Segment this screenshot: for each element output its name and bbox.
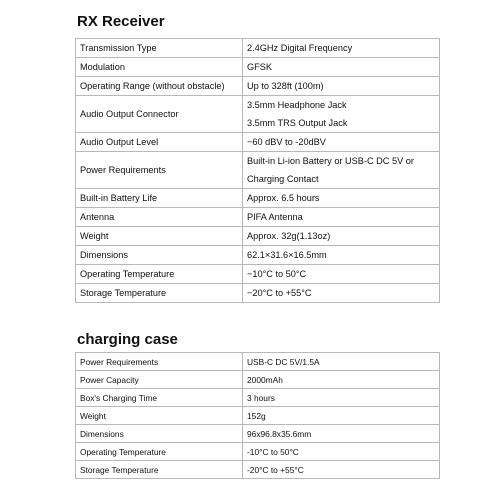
rx-spec-row-value bbox=[243, 265, 440, 284]
rx-spec-row-value-line: GFSK bbox=[247, 62, 273, 72]
rx-spec-row bbox=[76, 39, 440, 58]
rx-spec-row-value-line: 2.4GHz Digital Frequency bbox=[247, 43, 353, 53]
rx-spec-row-value bbox=[243, 208, 440, 227]
case-spec-row-label: Power Requirements bbox=[76, 353, 243, 371]
case-spec-row-label: Power Capacity bbox=[76, 371, 243, 389]
rx-spec-row-value-line: Approx. 32g(1.13oz) bbox=[247, 231, 331, 241]
case-spec-row-value: 152g bbox=[243, 407, 440, 425]
rx-spec-row-value bbox=[243, 39, 440, 58]
rx-spec-row-label: Transmission Type bbox=[76, 39, 243, 58]
rx-spec-row-value-line: 3.5mm Headphone Jack bbox=[247, 100, 347, 110]
case-spec-row-value: USB-C DC 5V/1.5A bbox=[243, 353, 440, 371]
case-spec-row-value: 3 hours bbox=[243, 389, 440, 407]
rx-spec-row-label: Audio Output Connector bbox=[76, 96, 243, 133]
rx-spec-row bbox=[76, 227, 440, 246]
rx-spec-row-value-line: 3.5mm TRS Output Jack bbox=[247, 118, 348, 128]
charging-case-spec-body bbox=[76, 353, 440, 479]
case-spec-row-value: 2000mAh bbox=[243, 371, 440, 389]
rx-spec-row-value-line: PIFA Antenna bbox=[247, 212, 303, 222]
rx-spec-row bbox=[76, 284, 440, 303]
rx-spec-row-label: Audio Output Level bbox=[76, 133, 243, 152]
rx-spec-row-value-line: −10°C to 50°C bbox=[247, 269, 307, 279]
case-spec-row-label: Dimensions bbox=[76, 425, 243, 443]
rx-spec-row-label: Operating Range (without obstacle) bbox=[76, 77, 243, 96]
case-spec-row bbox=[76, 353, 440, 371]
rx-spec-row-label: Weight bbox=[76, 227, 243, 246]
rx-spec-row bbox=[76, 152, 440, 189]
rx-spec-row-value-line: −20°C to +55°C bbox=[247, 288, 312, 298]
charging-case-spec-table bbox=[75, 352, 440, 479]
case-spec-row-value: -20°C to +55°C bbox=[243, 461, 440, 479]
rx-receiver-spec-table bbox=[75, 38, 440, 303]
rx-spec-row-value bbox=[243, 152, 440, 189]
rx-spec-row-label: Antenna bbox=[76, 208, 243, 227]
case-spec-row bbox=[76, 425, 440, 443]
rx-spec-row-value-line: Up to 328ft (100m) bbox=[247, 81, 324, 91]
case-spec-row-label: Weight bbox=[76, 407, 243, 425]
rx-spec-row-value-line: Built-in Li-ion Battery or USB-C DC 5V or bbox=[247, 156, 414, 166]
case-spec-row-label: Operating Temperature bbox=[76, 443, 243, 461]
rx-spec-row-label: Built-in Battery Life bbox=[76, 189, 243, 208]
rx-spec-row-value bbox=[243, 58, 440, 77]
rx-spec-row bbox=[76, 265, 440, 284]
charging-case-title: charging case bbox=[77, 331, 178, 348]
rx-spec-row-value bbox=[243, 284, 440, 303]
rx-spec-row bbox=[76, 133, 440, 152]
rx-spec-row bbox=[76, 58, 440, 77]
rx-spec-row bbox=[76, 246, 440, 265]
rx-spec-row-label: Power Requirements bbox=[76, 152, 243, 189]
case-spec-row bbox=[76, 407, 440, 425]
rx-spec-row-label: Operating Temperature bbox=[76, 265, 243, 284]
rx-spec-row-value-line: Charging Contact bbox=[247, 174, 319, 184]
rx-spec-row-value bbox=[243, 133, 440, 152]
rx-spec-row-label: Storage Temperature bbox=[76, 284, 243, 303]
rx-spec-row-value bbox=[243, 189, 440, 208]
case-spec-row bbox=[76, 389, 440, 407]
rx-spec-row bbox=[76, 208, 440, 227]
case-spec-row-label: Storage Temperature bbox=[76, 461, 243, 479]
rx-receiver-title: RX Receiver bbox=[77, 13, 165, 30]
rx-spec-row-label: Modulation bbox=[76, 58, 243, 77]
rx-spec-row-value-line: −60 dBV to -20dBV bbox=[247, 137, 326, 147]
rx-spec-row-value bbox=[243, 227, 440, 246]
rx-spec-row bbox=[76, 96, 440, 133]
rx-spec-row-value bbox=[243, 96, 440, 133]
case-spec-row-value: -10°C to 50°C bbox=[243, 443, 440, 461]
case-spec-row-label: Box's Charging Time bbox=[76, 389, 243, 407]
rx-receiver-spec-body bbox=[76, 39, 440, 303]
case-spec-row bbox=[76, 443, 440, 461]
rx-spec-row-value bbox=[243, 77, 440, 96]
case-spec-row-value: 96x96.8x35.6mm bbox=[243, 425, 440, 443]
case-spec-row bbox=[76, 371, 440, 389]
rx-spec-row-value-line: Approx. 6.5 hours bbox=[247, 193, 320, 203]
case-spec-row bbox=[76, 461, 440, 479]
rx-spec-row-value bbox=[243, 246, 440, 265]
rx-spec-row bbox=[76, 77, 440, 96]
rx-spec-row-value-line: 62.1×31.6×16.5mm bbox=[247, 250, 327, 260]
rx-spec-row bbox=[76, 189, 440, 208]
rx-spec-row-label: Dimensions bbox=[76, 246, 243, 265]
